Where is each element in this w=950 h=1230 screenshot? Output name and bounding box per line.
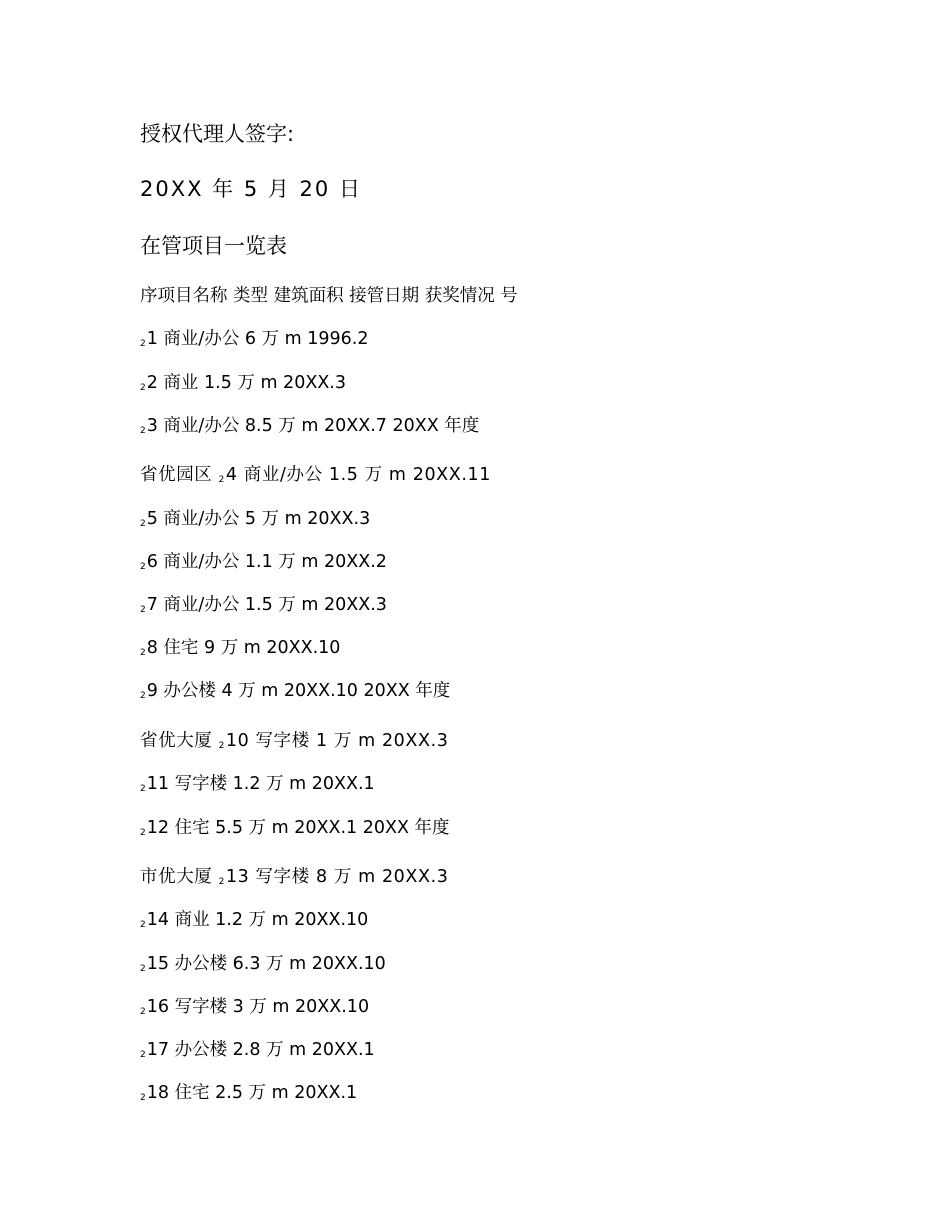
row-text: 11 写字楼 1.2 万 m 20XX.1 — [146, 774, 375, 794]
table-row — [140, 640, 340, 658]
superscript-mark: 2 — [140, 828, 146, 838]
row-text: 12 住宅 5.5 万 m 20XX.1 20XX 年度 — [146, 818, 450, 838]
row-prefix: 省优大厦 — [140, 731, 219, 751]
row-prefix: 省优园区 — [140, 465, 219, 485]
superscript-mark: 2 — [140, 605, 146, 615]
table-row — [140, 511, 370, 529]
row-text: 18 住宅 2.5 万 m 20XX.1 — [146, 1083, 358, 1103]
row-text: 3 商业/办公 8.5 万 m 20XX.7 20XX 年度 — [146, 416, 480, 436]
table-row — [140, 912, 368, 930]
table-row — [140, 597, 387, 615]
superscript-mark: 2 — [140, 964, 146, 974]
table-row — [140, 1042, 375, 1060]
table-row — [140, 956, 386, 974]
date-line: 20XX 年 5 月 20 日 — [140, 177, 362, 201]
table-row — [140, 683, 450, 701]
table-row — [140, 1085, 357, 1103]
superscript-mark: 2 — [140, 691, 146, 701]
superscript-mark: 2 — [140, 519, 146, 529]
table-row — [140, 869, 449, 887]
signature-label: 授权代理人签字: — [140, 122, 295, 146]
table-row — [140, 776, 375, 794]
superscript-mark: 2 — [218, 741, 225, 751]
row-text: 5 商业/办公 5 万 m 20XX.3 — [146, 509, 371, 529]
superscript-mark: 2 — [140, 1050, 146, 1060]
row-text: 2 商业 1.5 万 m 20XX.3 — [146, 373, 347, 393]
superscript-mark: 2 — [140, 1007, 146, 1017]
row-text: 7 商业/办公 1.5 万 m 20XX.3 — [146, 595, 387, 615]
superscript-mark: 2 — [218, 877, 225, 887]
superscript-mark: 2 — [140, 920, 146, 930]
row-text: 1 商业/办公 6 万 m 1996.2 — [146, 329, 369, 349]
row-text: 4 商业/办公 1.5 万 m 20XX.11 — [225, 465, 491, 485]
row-text: 9 办公楼 4 万 m 20XX.10 20XX 年度 — [146, 681, 451, 701]
superscript-mark: 2 — [140, 784, 146, 794]
table-row — [140, 733, 449, 751]
row-text: 10 写字楼 1 万 m 20XX.3 — [225, 731, 449, 751]
superscript-mark: 2 — [140, 339, 146, 349]
row-text: 14 商业 1.2 万 m 20XX.10 — [146, 910, 369, 930]
table-row — [140, 554, 387, 572]
superscript-mark: 2 — [218, 475, 225, 485]
table-row — [140, 331, 369, 349]
row-text: 13 写字楼 8 万 m 20XX.3 — [225, 867, 449, 887]
row-text: 16 写字楼 3 万 m 20XX.10 — [146, 997, 370, 1017]
table-row — [140, 375, 346, 393]
table-title: 在管项目一览表 — [140, 234, 287, 258]
table-row — [140, 820, 450, 838]
row-text: 15 办公楼 6.3 万 m 20XX.10 — [146, 954, 386, 974]
superscript-mark: 2 — [140, 1093, 146, 1103]
superscript-mark: 2 — [140, 383, 146, 393]
table-row — [140, 999, 369, 1017]
superscript-mark: 2 — [140, 426, 146, 436]
table-row — [140, 467, 491, 485]
superscript-mark: 2 — [140, 648, 146, 658]
table-header-row: 序项目名称 类型 建筑面积 接管日期 获奖情况 号 — [140, 286, 518, 306]
row-text: 6 商业/办公 1.1 万 m 20XX.2 — [146, 552, 387, 572]
superscript-mark: 2 — [140, 562, 146, 572]
table-row — [140, 418, 479, 436]
row-text: 8 住宅 9 万 m 20XX.10 — [146, 638, 341, 658]
row-prefix: 市优大厦 — [140, 867, 219, 887]
row-text: 17 办公楼 2.8 万 m 20XX.1 — [146, 1040, 375, 1060]
